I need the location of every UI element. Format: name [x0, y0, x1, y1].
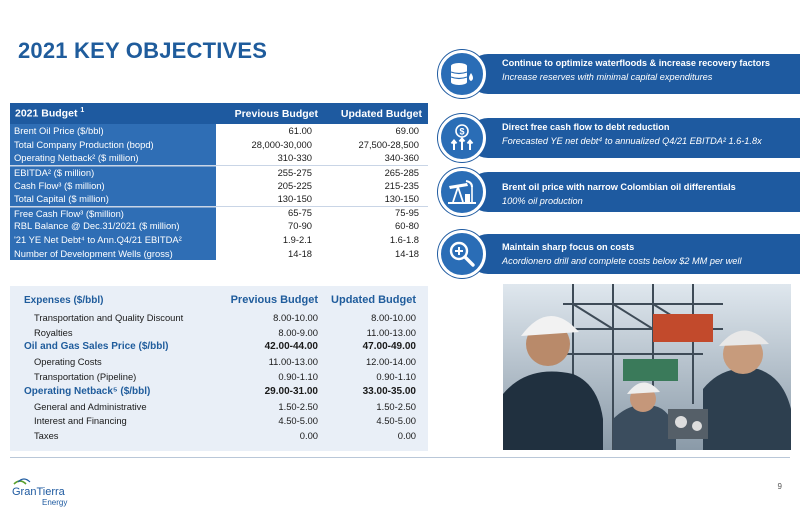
budget-cell-updated: 340-360	[384, 152, 419, 164]
expense-cell-updated: 47.00-49.00	[362, 341, 416, 353]
objective-banner	[468, 172, 800, 212]
budget-cell-previous: 70-90	[288, 220, 312, 232]
budget-cell-previous: 205-225	[277, 179, 312, 191]
dollar-arrows-up-icon	[438, 114, 486, 162]
budget-cell-label: Operating Netback² ($ million)	[10, 151, 216, 165]
budget-cell-previous: 61.00	[288, 125, 312, 137]
expense-cell-label: Interest and Financing	[34, 415, 127, 427]
objective-1	[438, 50, 800, 98]
expense-cell-previous: 4.50-5.00	[278, 415, 318, 427]
svg-text:GranTierra: GranTierra	[12, 486, 65, 498]
expense-cell-previous: 42.00-44.00	[264, 341, 318, 353]
budget-cell-previous: 255-275	[277, 166, 312, 178]
budget-cell-label: Total Capital ($ million)	[10, 192, 216, 206]
expense-cell-updated: 0.90-1.10	[376, 371, 416, 383]
objective-subtitle: 100% oil production	[502, 196, 583, 206]
expense-cell-previous: 29.00-31.00	[264, 385, 318, 397]
budget-cell-previous: 65-75	[288, 207, 312, 219]
expense-cell-label: Transportation and Quality Discount	[34, 311, 184, 323]
budget-cell-label: Free Cash Flow³ ($million)	[10, 207, 216, 220]
expense-cell-label: Oil and Gas Sales Price ($/bbl)	[24, 341, 169, 353]
budget-cell-label: Total Company Production (bopd)	[10, 138, 216, 152]
expense-row	[10, 310, 428, 325]
budget-cell-updated: 14-18	[395, 247, 419, 259]
expense-cell-label: General and Administrative	[34, 400, 147, 412]
expense-cell-previous: 0.00	[299, 430, 318, 442]
budget-table-header	[10, 103, 428, 124]
magnifier-plus-icon	[438, 230, 486, 278]
expense-cell-previous: 8.00-10.00	[273, 311, 318, 323]
budget-cell-previous: 310-330	[277, 152, 312, 164]
expense-cell-updated: 8.00-10.00	[371, 311, 416, 323]
budget-cell-label: Number of Development Wells (gross)	[10, 246, 216, 260]
expense-row	[10, 428, 428, 443]
expense-row	[10, 414, 428, 429]
expense-cell-updated: 12.00-14.00	[365, 356, 416, 368]
expenses-table-header	[10, 290, 428, 310]
expense-cell-label: Transportation (Pipeline)	[34, 371, 137, 383]
budget-header-label: 2021 Budget $^1$	[15, 107, 85, 120]
budget-cell-label: EBITDA² ($ million)	[10, 166, 216, 179]
gran-tierra-logo	[12, 478, 102, 508]
expense-cell-previous: 1.50-2.50	[278, 400, 318, 412]
oil-barrel-drop-icon	[438, 50, 486, 98]
budget-row	[10, 233, 428, 247]
expense-row	[10, 325, 428, 340]
expenses-table	[10, 286, 428, 451]
budget-cell-label: '21 YE Net Debt⁴ to Ann.Q4/21 EBITDA²	[10, 233, 216, 247]
budget-cell-previous: 1.9-2.1	[282, 234, 312, 246]
budget-cell-updated: 1.6-1.8	[389, 234, 419, 246]
budget-table	[10, 103, 428, 260]
budget-cell-previous: 28,000-30,000	[251, 138, 312, 150]
objective-subtitle: Acordionero drill and complete costs below $2 MM per well	[502, 256, 742, 266]
budget-row	[10, 124, 428, 138]
expense-rows	[10, 310, 428, 443]
objective-title: Direct free cash flow to debt reduction	[502, 122, 670, 132]
expenses-header-previous: Previous Budget	[230, 294, 318, 306]
expense-cell-label: Operating Costs	[34, 356, 102, 368]
expense-cell-previous: 8.00-9.00	[278, 326, 318, 338]
budget-cell-updated: 27,500-28,500	[358, 138, 419, 150]
expense-cell-previous: 11.00-13.00	[268, 356, 318, 368]
budget-rows	[10, 124, 428, 260]
footnotes	[122, 467, 762, 495]
budget-cell-label: Brent Oil Price ($/bbl)	[10, 124, 216, 138]
rig-workers-photo	[503, 284, 791, 450]
budget-cell-updated: 60-80	[395, 220, 419, 232]
budget-cell-updated: 130-150	[384, 193, 419, 205]
budget-row	[10, 165, 428, 179]
expense-cell-label: Taxes	[34, 430, 59, 442]
budget-cell-updated: 69.00	[395, 125, 419, 137]
page-title: 2021 KEY OBJECTIVES	[18, 38, 268, 63]
expense-cell-updated: 0.00	[397, 430, 416, 442]
objective-3	[438, 168, 800, 216]
budget-row	[10, 178, 428, 192]
budget-row	[10, 138, 428, 152]
budget-cell-updated: 265-285	[384, 166, 419, 178]
expense-cell-updated: 11.00-13.00	[366, 326, 416, 338]
budget-header-previous: Previous Budget	[234, 107, 318, 120]
footnote-line	[122, 489, 762, 495]
expense-row	[10, 384, 428, 399]
objective-2	[438, 114, 800, 162]
objective-title: Maintain sharp focus on costs	[502, 242, 635, 252]
objective-title: Brent oil price with narrow Colombian oil differentials	[502, 182, 736, 192]
expense-cell-updated: 33.00-35.00	[362, 385, 416, 397]
expense-row	[10, 354, 428, 369]
budget-cell-label: RBL Balance @ Dec.31/2021 ($ million)	[10, 219, 216, 233]
expense-cell-label: Operating Netback⁵ ($/bbl)	[24, 385, 151, 397]
objective-title: Continue to optimize waterfloods & increase recovery factors	[502, 58, 771, 68]
expense-cell-updated: 4.50-5.00	[376, 415, 416, 427]
budget-row	[10, 151, 428, 165]
page-number: 9	[777, 482, 782, 491]
expense-row	[10, 399, 428, 414]
svg-text:$: $	[459, 126, 465, 137]
budget-cell-previous: 130-150	[277, 193, 312, 205]
budget-cell-updated: 75-95	[395, 207, 419, 219]
budget-cell-updated: 215-235	[384, 179, 419, 191]
objective-4	[438, 230, 800, 278]
pumpjack-icon	[438, 168, 486, 216]
footer-divider	[10, 457, 790, 458]
expense-cell-updated: 1.50-2.50	[376, 400, 416, 412]
objective-banner	[468, 234, 800, 274]
expense-row	[10, 340, 428, 355]
expense-row	[10, 369, 428, 384]
budget-header-updated: Updated Budget	[340, 107, 422, 120]
budget-row	[10, 219, 428, 233]
budget-cell-previous: 14-18	[288, 247, 312, 259]
budget-row	[10, 192, 428, 206]
expense-cell-label: Royalties	[34, 326, 73, 338]
objective-subtitle: Forecasted YE net debt⁴ to annualized Q4/21 EBITDA² 1.6-1.8x	[502, 136, 762, 146]
budget-row	[10, 206, 428, 220]
budget-cell-label: Cash Flow³ ($ million)	[10, 178, 216, 192]
expense-cell-previous: 0.90-1.10	[278, 371, 318, 383]
objective-subtitle: Increase reserves with minimal capital expenditures	[502, 72, 713, 82]
svg-text:Energy: Energy	[42, 498, 68, 507]
expenses-header-label: Expenses ($/bbl)	[24, 294, 104, 306]
expenses-header-updated: Updated Budget	[331, 294, 416, 306]
budget-row	[10, 246, 428, 260]
